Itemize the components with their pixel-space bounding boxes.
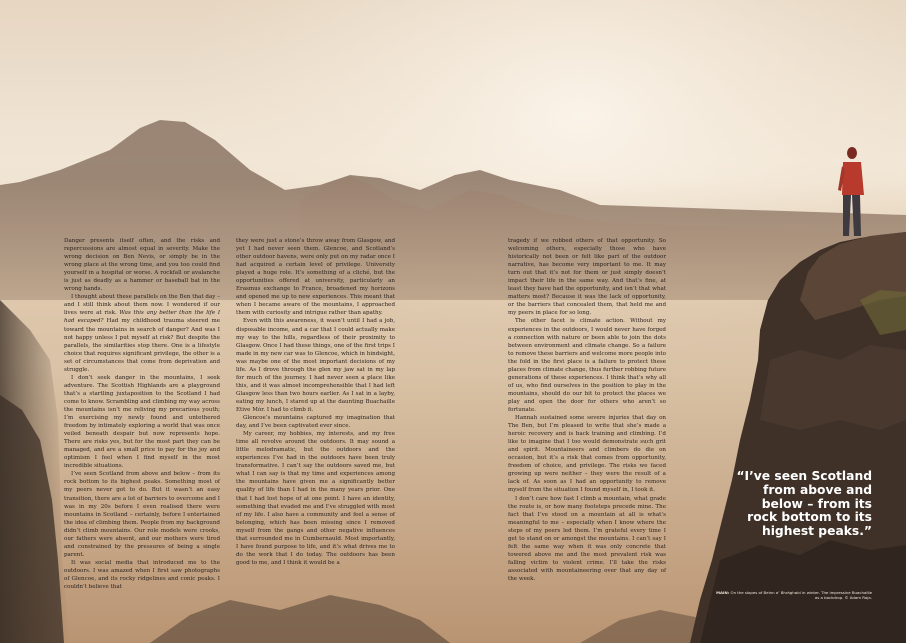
paragraph: tragedy if we robbed others of that opportunity. So welcoming others, especially those who have historically not been or felt like part of the outdoor narrative, has become very important to me. It may turn out that it’s not for them or just simply doesn’t impact their life in the same way. And that’s fine, at least they have had the opportunity, and isn’t that what matters most? Because it was the lack of opportunity, or the barriers that concealed them, that held me and my peers in place for so long.: [508, 238, 666, 317]
caption-text: On the slopes of Beinn a’ Bhràghaid in winter. The impressive Buachaille as a backdrop. © Adam Raja.: [729, 590, 872, 601]
article-column-1: [64, 237, 220, 591]
caption-label: MAIN:: [716, 590, 730, 595]
photo-caption: [712, 590, 872, 600]
paragraph: Hannah sustained some severe injuries that day on The Ben, but I’m pleased to write that she’s made a heroic recovery and is back training and climbing. I’d like to imagine that I too would demonstrate such grit and spirit. Mountaineers and climbers do die on occasion, but it’s a risk that comes from opportunity, freedom of choice, and privilege. The risks we faced growing up were neither – they were the result of a lack of. As soon as I had an opportunity to remove myself from the situation I found myself in, I took it.: [508, 415, 666, 494]
article-column-2: [236, 237, 395, 567]
text-run: I thought about these parallels on the Ben that day – and I still think about them now. I wondered if our lives were at risk.: [64, 294, 220, 317]
paragraph: I’ve seen Scotland from above and below – from its rock bottom to its highest peaks. Something most of my peers never got to do. But it wasn’t an easy transition, there are a lot of barriers to overcome and I was in my 20s before I even realised there were mountains in Scotland – certainly, before I entertained the idea of climbing them. People from my background didn’t climb mountains. Our role models were crooks, our fathers were absent, and our mothers were tired and constrained by the pressures of being a single parent.: [64, 471, 220, 558]
article-column-3: [508, 237, 666, 583]
paragraph: I don’t seek danger in the mountains, I seek adventure. The Scottish Highlands are a playground that’s a startling juxtaposition to the Scotland I had come to know. Scrambling and climbing my way across the mountains isn’t me reliving my precarious youth; I’m exercising my newly found and untethered freedom by intimately exploring a world that was once veiled beneath despair but now represents hope. There are risks yes, but for the most part they can be managed, and are a small price to pay for the joy and optimism I feel when I find myself in the most incredible situations.: [64, 374, 220, 470]
italic-question: Was this any better than the life I had escaped?: [64, 310, 221, 325]
pull-quote: “I’ve seen Scotland from above and below – from its rock bottom to its highest peaks.”: [736, 469, 872, 539]
paragraph: My career, my hobbies, my interests, and my free time all revolve around the outdoors. It may sound a little melodramatic, but the outdoors and the experiences I’ve had in the outdoors have been truly transformative. I can’t say the outdoors saved me, but what I can say is that my time and experiences among the mountains have given me a significantly better quality of life than I had in the many years prior. One that I had lost hope of at one point. I have an identity, something that evaded me and I’ve struggled with most of my life. I also have a community and feel a sense of belonging, which has been missing since I removed myself from the gangs and other negative influences that surrounded me in Cumbernauld. Most importantly, I have found purpose to life, and it’s what drives me to do the work that I do today. The outdoors has been good to me, and I think it would be a: [236, 431, 395, 566]
paragraph: they were just a stone’s throw away from Glasgow, and yet I had never seen them. Glencoe, and Scotland’s other outdoor havens, were only put on my radar once I had acquired a certain level of privilege. University played a huge role. It’s something of a cliché, but the opportunities offered at university, particularly an Erasmus exchange to France, broadened my horizons and opened me up to new experiences. This meant that when I became aware of the mountains, I approached them with curiosity and intrigue rather than apathy.: [236, 238, 395, 317]
text-run: Had my childhood trauma steered me toward the mountains in search of danger? And was I not happy unless I put myself at risk? But despite the parallels, the similarities stop there. One is a lifestyle choice that requires significant privilege, the other is a set of circumstances that come from deprivation and struggle.: [64, 318, 220, 373]
paragraph: The other facet is climate action. Without my experiences in the outdoors, I would never have forged a connection with nature or been able to join the dots between environment and climate change. So a failure to remove these barriers and welcome more people into the fold in the first place is a failure to protect these places from climate change, thus further robbing future generations of these experiences. I think that’s why all of us, who find ourselves in the position to play in the mountains, should do our bit to protect the places we play and open the door for others who aren’t so fortunate.: [508, 318, 667, 413]
paragraph: [64, 293, 220, 373]
paragraph: Glencoe’s mountains captured my imagination that day, and I’ve been captivated ever since.: [236, 415, 395, 430]
paragraph: Danger presents itself often, and the risks and repercussions are almost equal in severity. Make the wrong decision on Ben Nevis, or simply be in the wrong place at the wrong time, and you too could find yourself in a hospital or worse. A rockfall or avalanche is just as deadly as a hammer or baseball bat in the wrong hands.: [64, 238, 220, 293]
paragraph: Even with this awareness, it wasn’t until I had a job, disposable income, and a car that I could actually make my way to the hills, regardless of their proximity to Glasgow. Once I had these things, one of the first trips I made in my new car was to Glencoe, which in hindsight, was maybe one of the most important decisions of my life. As I drove through the glen my jaw sat in my lap for much of the journey. I had never seen a place like this, and it was almost incomprehensible that I had left Glasgow less than two hours earlier. As I sat in a layby, eating my lunch, I stared up at the daunting Buachaille Etive Mòr. I had to climb it.: [236, 318, 395, 413]
paragraph: I don’t care how fast I climb a mountain, what grade the route is, or how many footsteps precede mine. The fact that I’ve stood on a mountain at all is what’s meaningful to me – especially when I know where the steps of my peers led them. I’m grateful every time I get to stand on or amongst the mountains. I can’t say I felt the same way when it was only concrete that towered above me and the most prevalent risk was falling victim to violent crime. I’ll take the risks associated with mountaineering over that any day of the week.: [508, 495, 666, 582]
paragraph: It was social media that introduced me to the outdoors. I was amazed when I first saw photographs of Glencoe, and its rocky ridgelines and conic peaks. I couldn’t believe that: [64, 559, 220, 591]
